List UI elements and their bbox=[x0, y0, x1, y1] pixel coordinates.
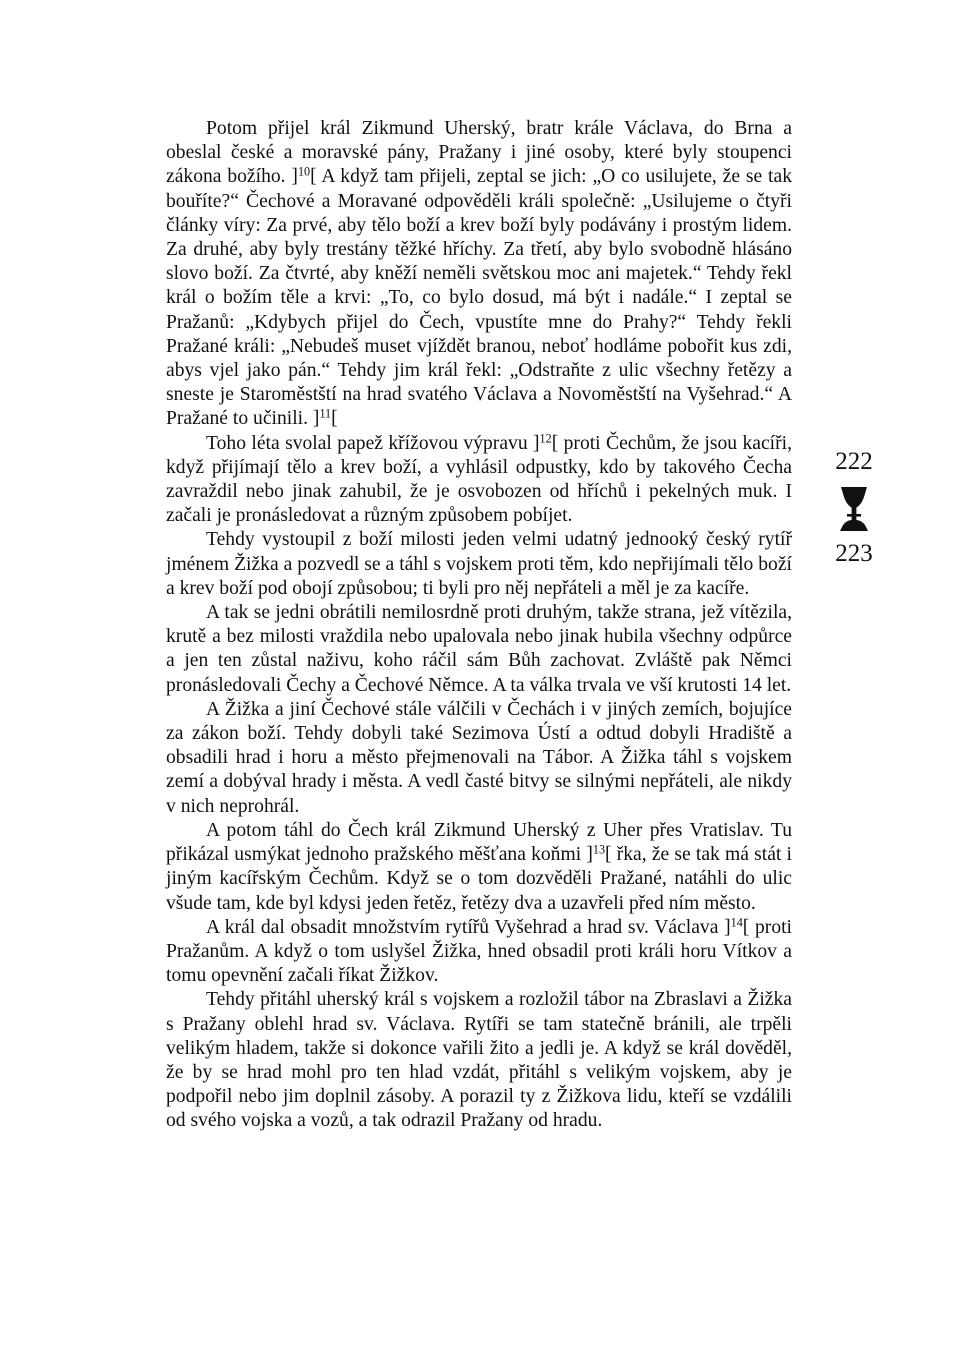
paragraph-text: Tehdy vystoupil z boží milosti jeden velmi udatný jednooký český rytíř jménem Žižka a pozvedl se a táhl s vojskem proti těm, kdo nepřijímali tělo boží a krev boží pod obojí způsobou; ti byli pro něj nepřáteli a měl je za kacíře. bbox=[166, 529, 792, 599]
main-text bbox=[166, 117, 792, 1134]
page-break-number: 11 bbox=[319, 406, 332, 421]
paragraph-text: proti Čechům, že jsou kacíři, když přijímají tělo a krev boží, a vyhlásil odpustky, kdo by takového Čecha zavraždil nebo jinak zahubil, že je osvobozen od hříchů i pekelných muk. I začali je pronásledovat a různým způsobem pobíjet. bbox=[166, 432, 792, 527]
paragraph bbox=[166, 432, 792, 529]
paragraph-text: Toho léta svolal papež křížovou výpravu bbox=[206, 432, 534, 454]
paragraph-text: A tak se jedni obrátili nemilosrdně proti druhým, takže strana, jež vítězila, krutě a bez milosti vraždila nebo upalovala nebo jinak hubila všechny odpůrce a jen ten zůstal naživu, koho ráčil sám Bůh zachovat. Zvláště pak Němci pronásledovali Čechy a Čechové Němce. A ta válka trvala ve vší krutosti 14 let. bbox=[166, 602, 792, 696]
paragraph-text: Potom přijel král Zikmund Uherský, bratr krále Václava, do Brna a obeslal české a moravské pány, Pražany i jiné osoby, které byly stoupenci zákona božího. bbox=[166, 118, 792, 188]
page-break-marker: ]$^{10}$[ bbox=[291, 164, 317, 188]
page-break-marker: ]$^{12}$[ bbox=[533, 430, 559, 454]
current-page-number: 223 bbox=[835, 540, 873, 567]
paragraph bbox=[166, 117, 792, 432]
paragraph-text: A Žižka a jiní Čechové stále válčili v Čechách i v jiných zemích, bojujíce za zákon boží. Tehdy dobyli také Sezimova Ústí a odtud dobyli Hradiště a obsadili hrad i horu a město přejmenovali na Tábor. A Žižka táhl s vojskem zemí a dobýval hrady i města. A vedl časté bitvy se silnými nepřáteli, ale nikdy v nich neprohrál. bbox=[166, 698, 792, 817]
paragraph bbox=[166, 698, 792, 819]
paragraph-text: proti Pražanům. A když o tom uslyšel Žižka, hned obsadil proti králi horu Vítkov a tomu opevnění začali říkat Žižkov. bbox=[166, 916, 792, 987]
paragraph bbox=[166, 916, 792, 989]
paragraph bbox=[166, 601, 792, 698]
paragraph-text: řka, že se tak má stát i jiným kacířským Čechům. Když se o tom dozvěděli Pražané, natáhli do ulic všude tam, kde byl kdysi jeden řetěz, řetězy dva a uzavřeli před ním město. bbox=[166, 844, 792, 914]
paragraph bbox=[166, 528, 792, 601]
chalice-icon bbox=[837, 485, 871, 533]
page-break-number: 13 bbox=[592, 842, 606, 857]
page-break-number: 12 bbox=[539, 430, 552, 445]
page-break-number: 14 bbox=[730, 915, 743, 930]
paragraph-text: A král dal obsadit množstvím rytířů Vyšehrad a hrad sv. Václava bbox=[206, 916, 725, 938]
page-break-marker: ]$^{13}$[ bbox=[586, 842, 612, 866]
margin-page-numbers bbox=[816, 448, 892, 568]
page-break-marker: ]$^{11}$[ bbox=[312, 406, 338, 430]
page-break-marker: ]$^{14}$[ bbox=[724, 915, 750, 938]
paragraph bbox=[166, 988, 792, 1133]
page-break-number: 10 bbox=[297, 164, 311, 179]
previous-page-number: 222 bbox=[835, 448, 873, 475]
paragraph bbox=[166, 819, 792, 916]
paragraph-text: A potom táhl do Čech král Zikmund Uherský z Uher přes Vratislav. Tu přikázal usmýkat jednoho pražského měšťana koňmi bbox=[166, 819, 792, 866]
paragraph-text: Tehdy přitáhl uherský král s vojskem a rozložil tábor na Zbraslavi a Žižka s Pražany oblehl hrad sv. Václava. Rytíři se tam statečně bránili, ale trpěli velikým hladem, takže si dokonce vařili žito a jedli je. A když se král dověděl, že by se hrad mohl pro ten hlad vzdát, přitáhl s velikým vojskem, aby je podpořil nebo jim doplnil zásoby. A porazil ty z Žižkova lidu, kteří se vzdálili od svého vojska a vozů, a tak odrazil Pražany od hradu. bbox=[166, 989, 792, 1132]
paragraph-text: A když tam přijeli, zeptal se jich: „O co usilujete, že se tak bouříte?“ Čechové a Moravané odpověděli králi společně: „Usilujeme o čtyři články víry: Za prvé, aby tělo boží a krev boží byly podávány i prostým lidem. Za druhé, aby byly trestány těžké hříchy. Za třetí, aby bylo svobodně hlásáno slovo boží. Za čtvrté, aby kněží neměli světskou moc ani majetek.“ Tehdy řekl král o božím těle a krvi: „To, co bylo dosud, má být i nadále.“ I zeptal se Pražanů: „Kdybych přijel do Čech, vpustíte mne do Prahy?“ Tehdy řekli Pražané králi: „Nebudeš muset vjíždět branou, neboť hodláme pobořit kus zdi, abys vjel jako pán.“ Tehdy jim král řekl: „Odstraňte z ulic všechny řetězy a sneste je Staroměstští na hrad svatého Václava a Novoměstští na Vyšehrad.“ A Pražané to učinili. bbox=[166, 166, 792, 430]
